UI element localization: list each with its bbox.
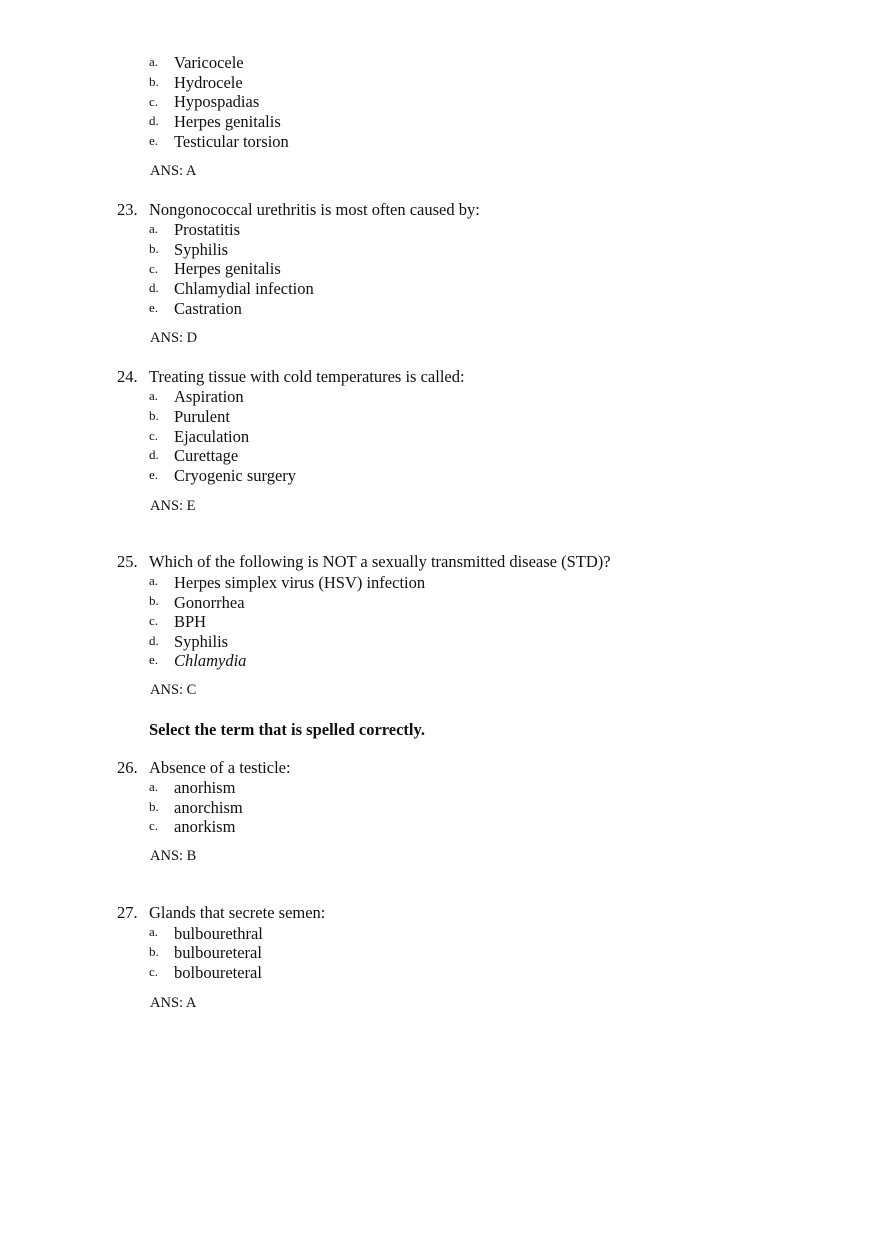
option-letter: a. <box>149 779 159 794</box>
option-letter: b. <box>149 799 159 814</box>
question-number: 27. <box>117 903 138 922</box>
option-letter: a. <box>149 573 159 588</box>
option-letter: b. <box>149 241 159 256</box>
option-letter: e. <box>149 467 159 482</box>
option-letter: a. <box>149 924 159 939</box>
question-number: 26. <box>117 758 138 777</box>
option-text: bulbourethral <box>174 924 263 943</box>
option-text: BPH <box>174 612 207 631</box>
option-text: anorhism <box>174 778 236 797</box>
option-letter: e. <box>149 133 159 148</box>
option-text: Herpes simplex virus (HSV) infection <box>174 573 426 592</box>
option-letter: d. <box>149 280 159 295</box>
option-text: Aspiration <box>174 387 244 406</box>
option-text: Castration <box>174 299 242 318</box>
option-letter: c. <box>149 94 159 109</box>
answer-key: ANS: C <box>150 682 197 698</box>
option-text: Gonorrhea <box>174 593 245 612</box>
answer-key: ANS: E <box>150 498 196 514</box>
option-text: Herpes genitalis <box>174 112 281 131</box>
option-letter: a. <box>149 221 159 236</box>
question-stem: Treating tissue with cold temperatures is called: <box>149 367 465 386</box>
question-stem: Absence of a testicle: <box>149 758 291 777</box>
option-text: Syphilis <box>174 632 229 651</box>
option-letter: e. <box>149 300 159 315</box>
option-text: bulboureteral <box>174 943 262 962</box>
option-text: Cryogenic surgery <box>174 466 297 485</box>
answer-key: ANS: D <box>150 330 198 346</box>
option-text: Purulent <box>174 407 230 426</box>
option-letter: b. <box>149 408 159 423</box>
question-stem: Which of the following is NOT a sexually transmitted disease (STD)? <box>149 552 611 571</box>
option-text: Hypospadias <box>174 92 260 111</box>
option-letter: d. <box>149 113 159 128</box>
option-letter: c. <box>149 613 159 628</box>
option-text: Syphilis <box>174 240 229 259</box>
option-letter: c. <box>149 261 159 276</box>
answer-key: ANS: A <box>150 163 197 179</box>
option-text: Testicular torsion <box>174 132 289 151</box>
option-text: Ejaculation <box>174 427 250 446</box>
option-letter: b. <box>149 74 159 89</box>
option-letter: c. <box>149 428 159 443</box>
option-letter: e. <box>149 652 159 667</box>
option-text: Prostatitis <box>174 220 241 239</box>
question-stem: Glands that secrete semen: <box>149 903 326 922</box>
option-text: Chlamydial infection <box>174 279 314 298</box>
option-text: anorchism <box>174 798 243 817</box>
option-letter: b. <box>149 593 159 608</box>
answer-key: ANS: B <box>150 848 197 864</box>
question-stem: Nongonococcal urethritis is most often caused by: <box>149 200 480 219</box>
answer-key: ANS: A <box>150 995 197 1011</box>
question-number: 25. <box>117 552 138 571</box>
option-text: anorkism <box>174 817 236 836</box>
option-text: Hydrocele <box>174 73 243 92</box>
option-text: Chlamydia <box>174 651 247 670</box>
option-letter: a. <box>149 54 159 69</box>
section-heading: Select the term that is spelled correctly. <box>149 720 425 739</box>
option-letter: c. <box>149 964 159 979</box>
option-text: Curettage <box>174 446 239 465</box>
option-letter: c. <box>149 818 159 833</box>
question-number: 23. <box>117 200 138 219</box>
option-text: bolboureteral <box>174 963 262 982</box>
question-number: 24. <box>117 367 138 386</box>
option-text: Herpes genitalis <box>174 259 281 278</box>
option-letter: a. <box>149 388 159 403</box>
option-letter: b. <box>149 944 159 959</box>
option-letter: d. <box>149 633 159 648</box>
option-text: Varicocele <box>174 53 244 72</box>
option-letter: d. <box>149 447 159 462</box>
